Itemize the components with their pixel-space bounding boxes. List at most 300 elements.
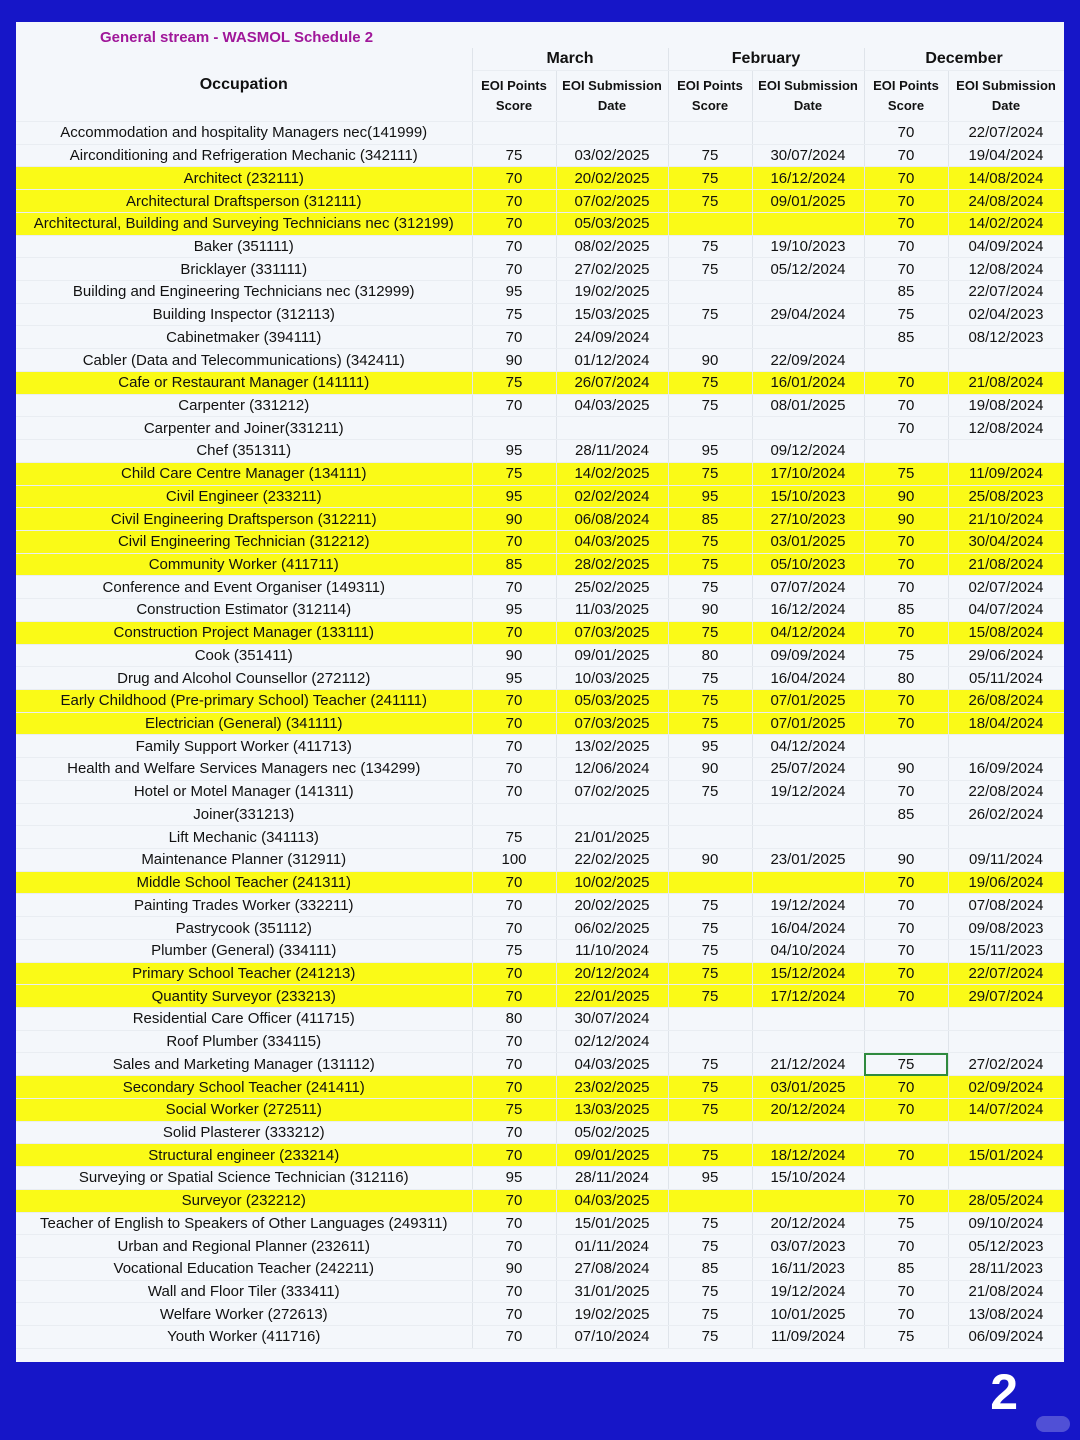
points-cell[interactable]: 70 <box>472 735 556 758</box>
points-cell[interactable]: 95 <box>472 1167 556 1190</box>
points-cell[interactable]: 90 <box>668 599 752 622</box>
points-cell[interactable]: 75 <box>668 190 752 213</box>
date-cell[interactable]: 06/08/2024 <box>556 508 668 531</box>
points-cell[interactable]: 70 <box>864 576 948 599</box>
date-cell[interactable]: 17/12/2024 <box>752 985 864 1008</box>
points-cell[interactable]: 70 <box>864 530 948 553</box>
points-cell[interactable]: 70 <box>472 1076 556 1099</box>
occupation-cell[interactable]: Residential Care Officer (411715) <box>16 1008 472 1031</box>
points-cell[interactable]: 70 <box>472 621 556 644</box>
date-cell[interactable] <box>752 281 864 304</box>
points-cell[interactable]: 70 <box>864 1098 948 1121</box>
points-cell[interactable]: 90 <box>472 644 556 667</box>
date-cell[interactable]: 25/07/2024 <box>752 758 864 781</box>
points-cell[interactable]: 70 <box>472 985 556 1008</box>
points-cell[interactable]: 85 <box>668 1257 752 1280</box>
date-cell[interactable]: 16/09/2024 <box>948 758 1064 781</box>
date-cell[interactable]: 13/08/2024 <box>948 1303 1064 1326</box>
date-cell[interactable] <box>752 826 864 849</box>
points-cell[interactable]: 70 <box>472 1303 556 1326</box>
date-cell[interactable]: 04/10/2024 <box>752 939 864 962</box>
date-cell[interactable]: 20/02/2025 <box>556 167 668 190</box>
date-cell[interactable]: 20/12/2024 <box>752 1212 864 1235</box>
date-cell[interactable]: 16/04/2024 <box>752 917 864 940</box>
date-cell[interactable] <box>948 349 1064 372</box>
date-cell[interactable]: 19/06/2024 <box>948 871 1064 894</box>
points-cell[interactable]: 70 <box>472 712 556 735</box>
points-cell[interactable]: 70 <box>864 962 948 985</box>
date-cell[interactable]: 19/08/2024 <box>948 394 1064 417</box>
date-cell[interactable]: 21/08/2024 <box>948 553 1064 576</box>
date-cell[interactable]: 29/07/2024 <box>948 985 1064 1008</box>
date-cell[interactable]: 08/12/2023 <box>948 326 1064 349</box>
points-cell[interactable]: 75 <box>864 462 948 485</box>
points-cell[interactable]: 75 <box>472 939 556 962</box>
date-cell[interactable]: 12/06/2024 <box>556 758 668 781</box>
points-cell[interactable] <box>668 1189 752 1212</box>
date-cell[interactable]: 07/10/2024 <box>556 1326 668 1349</box>
date-cell[interactable] <box>948 1008 1064 1031</box>
date-cell[interactable]: 18/04/2024 <box>948 712 1064 735</box>
date-cell[interactable]: 19/12/2024 <box>752 1280 864 1303</box>
occupation-cell[interactable]: Maintenance Planner (312911) <box>16 849 472 872</box>
occupation-cell[interactable]: Family Support Worker (411713) <box>16 735 472 758</box>
occupation-cell[interactable]: Middle School Teacher (241311) <box>16 871 472 894</box>
occupation-cell[interactable]: Community Worker (411711) <box>16 553 472 576</box>
occupation-cell[interactable]: Carpenter (331212) <box>16 394 472 417</box>
date-cell[interactable]: 07/02/2025 <box>556 190 668 213</box>
points-cell[interactable]: 75 <box>668 1326 752 1349</box>
date-cell[interactable]: 19/04/2024 <box>948 144 1064 167</box>
date-cell[interactable] <box>556 803 668 826</box>
points-cell[interactable]: 75 <box>472 303 556 326</box>
points-cell[interactable]: 70 <box>864 371 948 394</box>
occupation-cell[interactable]: Architect (232111) <box>16 167 472 190</box>
points-cell[interactable] <box>668 417 752 440</box>
date-cell[interactable] <box>948 1030 1064 1053</box>
points-cell[interactable]: 70 <box>864 689 948 712</box>
date-cell[interactable]: 05/12/2023 <box>948 1235 1064 1258</box>
points-cell[interactable]: 75 <box>668 258 752 281</box>
points-cell[interactable]: 100 <box>472 849 556 872</box>
occupation-cell[interactable]: Solid Plasterer (333212) <box>16 1121 472 1144</box>
date-cell[interactable]: 22/02/2025 <box>556 849 668 872</box>
date-cell[interactable]: 10/01/2025 <box>752 1303 864 1326</box>
points-cell[interactable]: 70 <box>472 212 556 235</box>
date-cell[interactable]: 03/01/2025 <box>752 1076 864 1099</box>
occupation-cell[interactable]: Civil Engineering Technician (312212) <box>16 530 472 553</box>
points-cell[interactable] <box>864 1008 948 1031</box>
points-cell[interactable]: 95 <box>668 1167 752 1190</box>
date-cell[interactable]: 28/02/2025 <box>556 553 668 576</box>
points-cell[interactable]: 70 <box>472 1030 556 1053</box>
date-cell[interactable]: 19/02/2025 <box>556 281 668 304</box>
points-cell[interactable] <box>668 326 752 349</box>
points-cell[interactable] <box>668 281 752 304</box>
occupation-cell[interactable]: Airconditioning and Refrigeration Mechanic (342111) <box>16 144 472 167</box>
points-cell[interactable]: 70 <box>864 394 948 417</box>
date-cell[interactable] <box>752 1008 864 1031</box>
date-cell[interactable]: 05/02/2025 <box>556 1121 668 1144</box>
points-cell[interactable] <box>864 826 948 849</box>
date-cell[interactable]: 20/02/2025 <box>556 894 668 917</box>
date-cell[interactable]: 07/01/2025 <box>752 689 864 712</box>
date-cell[interactable] <box>752 212 864 235</box>
occupation-cell[interactable]: Civil Engineering Draftsperson (312211) <box>16 508 472 531</box>
date-cell[interactable]: 10/03/2025 <box>556 667 668 690</box>
date-cell[interactable]: 04/03/2025 <box>556 1189 668 1212</box>
occupation-cell[interactable]: Welfare Worker (272613) <box>16 1303 472 1326</box>
date-cell[interactable]: 15/11/2023 <box>948 939 1064 962</box>
occupation-cell[interactable]: Architectural, Building and Surveying Technicians nec (312199) <box>16 212 472 235</box>
date-cell[interactable]: 29/04/2024 <box>752 303 864 326</box>
points-cell[interactable]: 70 <box>472 780 556 803</box>
date-cell[interactable]: 10/02/2025 <box>556 871 668 894</box>
date-cell[interactable]: 14/02/2024 <box>948 212 1064 235</box>
points-cell[interactable]: 70 <box>472 871 556 894</box>
points-cell[interactable]: 75 <box>668 235 752 258</box>
points-cell[interactable]: 75 <box>668 985 752 1008</box>
points-cell[interactable]: 70 <box>864 871 948 894</box>
date-cell[interactable]: 19/02/2025 <box>556 1303 668 1326</box>
points-cell[interactable]: 75 <box>668 1235 752 1258</box>
date-cell[interactable]: 23/02/2025 <box>556 1076 668 1099</box>
points-cell[interactable]: 70 <box>864 553 948 576</box>
points-cell[interactable]: 70 <box>864 780 948 803</box>
points-cell[interactable]: 90 <box>864 508 948 531</box>
date-cell[interactable]: 09/01/2025 <box>752 190 864 213</box>
occupation-cell[interactable]: Building and Engineering Technicians nec (312999) <box>16 281 472 304</box>
points-cell[interactable]: 70 <box>472 1280 556 1303</box>
points-cell[interactable]: 70 <box>864 122 948 145</box>
points-cell[interactable] <box>668 803 752 826</box>
date-cell[interactable]: 11/10/2024 <box>556 939 668 962</box>
occupation-cell[interactable]: Secondary School Teacher (241411) <box>16 1076 472 1099</box>
points-cell[interactable]: 75 <box>668 1280 752 1303</box>
date-cell[interactable]: 26/07/2024 <box>556 371 668 394</box>
points-cell[interactable]: 70 <box>472 917 556 940</box>
points-cell[interactable]: 95 <box>472 599 556 622</box>
date-cell[interactable]: 05/03/2025 <box>556 212 668 235</box>
date-cell[interactable]: 21/10/2024 <box>948 508 1064 531</box>
points-cell[interactable]: 90 <box>472 349 556 372</box>
occupation-cell[interactable]: Construction Project Manager (133111) <box>16 621 472 644</box>
date-cell[interactable]: 22/09/2024 <box>752 349 864 372</box>
occupation-cell[interactable]: Sales and Marketing Manager (131112) <box>16 1053 472 1076</box>
date-cell[interactable]: 05/03/2025 <box>556 689 668 712</box>
points-cell[interactable]: 75 <box>668 917 752 940</box>
points-cell[interactable]: 85 <box>864 1257 948 1280</box>
occupation-cell[interactable]: Lift Mechanic (341113) <box>16 826 472 849</box>
points-cell[interactable]: 70 <box>472 190 556 213</box>
date-cell[interactable]: 26/02/2024 <box>948 803 1064 826</box>
occupation-cell[interactable]: Structural engineer (233214) <box>16 1144 472 1167</box>
date-cell[interactable]: 04/12/2024 <box>752 621 864 644</box>
points-cell[interactable] <box>472 803 556 826</box>
points-cell[interactable]: 75 <box>668 303 752 326</box>
points-cell[interactable] <box>864 1030 948 1053</box>
date-cell[interactable] <box>948 735 1064 758</box>
occupation-cell[interactable]: Building Inspector (312113) <box>16 303 472 326</box>
points-cell[interactable]: 75 <box>668 144 752 167</box>
occupation-cell[interactable]: Chef (351311) <box>16 440 472 463</box>
points-cell[interactable] <box>864 1121 948 1144</box>
date-cell[interactable]: 27/08/2024 <box>556 1257 668 1280</box>
date-cell[interactable]: 24/08/2024 <box>948 190 1064 213</box>
date-cell[interactable]: 04/03/2025 <box>556 530 668 553</box>
points-cell[interactable]: 90 <box>864 485 948 508</box>
date-cell[interactable]: 09/08/2023 <box>948 917 1064 940</box>
points-cell[interactable]: 75 <box>668 1303 752 1326</box>
points-cell[interactable]: 70 <box>864 917 948 940</box>
points-cell[interactable]: 75 <box>864 1326 948 1349</box>
occupation-cell[interactable]: Cabler (Data and Telecommunications) (342411) <box>16 349 472 372</box>
points-cell[interactable]: 70 <box>472 1326 556 1349</box>
points-cell[interactable]: 95 <box>472 281 556 304</box>
occupation-cell[interactable]: Baker (351111) <box>16 235 472 258</box>
date-cell[interactable] <box>948 826 1064 849</box>
points-cell[interactable]: 90 <box>668 349 752 372</box>
points-cell[interactable]: 75 <box>472 462 556 485</box>
occupation-cell[interactable]: Bricklayer (331111) <box>16 258 472 281</box>
date-cell[interactable]: 07/07/2024 <box>752 576 864 599</box>
date-cell[interactable]: 25/08/2023 <box>948 485 1064 508</box>
points-cell[interactable]: 70 <box>864 1303 948 1326</box>
points-cell[interactable]: 75 <box>668 621 752 644</box>
date-cell[interactable]: 21/01/2025 <box>556 826 668 849</box>
date-cell[interactable]: 25/02/2025 <box>556 576 668 599</box>
occupation-cell[interactable]: Primary School Teacher (241213) <box>16 962 472 985</box>
points-cell[interactable]: 70 <box>864 1076 948 1099</box>
date-cell[interactable]: 21/08/2024 <box>948 371 1064 394</box>
date-cell[interactable]: 13/03/2025 <box>556 1098 668 1121</box>
points-cell[interactable]: 75 <box>668 167 752 190</box>
points-cell[interactable] <box>864 349 948 372</box>
points-cell[interactable]: 70 <box>472 962 556 985</box>
points-cell[interactable] <box>668 1008 752 1031</box>
date-cell[interactable]: 22/07/2024 <box>948 962 1064 985</box>
points-cell[interactable]: 95 <box>472 485 556 508</box>
date-cell[interactable]: 21/12/2024 <box>752 1053 864 1076</box>
date-cell[interactable] <box>752 417 864 440</box>
date-cell[interactable]: 22/08/2024 <box>948 780 1064 803</box>
points-cell[interactable]: 75 <box>668 712 752 735</box>
date-cell[interactable]: 09/12/2024 <box>752 440 864 463</box>
occupation-cell[interactable]: Cabinetmaker (394111) <box>16 326 472 349</box>
date-cell[interactable]: 16/12/2024 <box>752 599 864 622</box>
points-cell[interactable]: 70 <box>864 417 948 440</box>
points-cell[interactable]: 75 <box>668 530 752 553</box>
date-cell[interactable] <box>556 122 668 145</box>
date-cell[interactable]: 03/01/2025 <box>752 530 864 553</box>
date-cell[interactable]: 04/12/2024 <box>752 735 864 758</box>
points-cell[interactable]: 70 <box>472 235 556 258</box>
points-cell[interactable]: 75 <box>864 1212 948 1235</box>
points-cell[interactable]: 85 <box>668 508 752 531</box>
points-cell[interactable]: 90 <box>472 1257 556 1280</box>
date-cell[interactable]: 05/11/2024 <box>948 667 1064 690</box>
date-cell[interactable]: 16/04/2024 <box>752 667 864 690</box>
points-cell[interactable]: 75 <box>668 939 752 962</box>
occupation-cell[interactable]: Cafe or Restaurant Manager (141111) <box>16 371 472 394</box>
date-cell[interactable]: 01/12/2024 <box>556 349 668 372</box>
points-cell[interactable]: 75 <box>668 576 752 599</box>
points-cell[interactable] <box>668 212 752 235</box>
date-cell[interactable]: 02/09/2024 <box>948 1076 1064 1099</box>
date-cell[interactable] <box>752 1030 864 1053</box>
date-cell[interactable]: 31/01/2025 <box>556 1280 668 1303</box>
date-cell[interactable]: 08/01/2025 <box>752 394 864 417</box>
date-cell[interactable]: 24/09/2024 <box>556 326 668 349</box>
date-cell[interactable]: 22/07/2024 <box>948 122 1064 145</box>
date-cell[interactable]: 13/02/2025 <box>556 735 668 758</box>
points-cell[interactable]: 75 <box>864 644 948 667</box>
points-cell[interactable]: 95 <box>668 485 752 508</box>
points-cell[interactable]: 95 <box>668 735 752 758</box>
date-cell[interactable] <box>752 803 864 826</box>
occupation-cell[interactable]: Civil Engineer (233211) <box>16 485 472 508</box>
date-cell[interactable]: 14/02/2025 <box>556 462 668 485</box>
points-cell[interactable]: 85 <box>864 281 948 304</box>
occupation-cell[interactable]: Architectural Draftsperson (312111) <box>16 190 472 213</box>
points-cell[interactable]: 70 <box>472 1121 556 1144</box>
date-cell[interactable]: 28/11/2024 <box>556 440 668 463</box>
date-cell[interactable]: 27/02/2024 <box>948 1053 1064 1076</box>
date-cell[interactable]: 11/09/2024 <box>752 1326 864 1349</box>
date-cell[interactable]: 30/04/2024 <box>948 530 1064 553</box>
date-cell[interactable]: 04/03/2025 <box>556 394 668 417</box>
date-cell[interactable]: 02/12/2024 <box>556 1030 668 1053</box>
occupation-cell[interactable]: Vocational Education Teacher (242211) <box>16 1257 472 1280</box>
points-cell[interactable]: 85 <box>864 326 948 349</box>
occupation-cell[interactable]: Quantity Surveyor (233213) <box>16 985 472 1008</box>
date-cell[interactable]: 09/11/2024 <box>948 849 1064 872</box>
points-cell[interactable]: 70 <box>472 1212 556 1235</box>
date-cell[interactable]: 02/02/2024 <box>556 485 668 508</box>
points-cell[interactable]: 70 <box>472 894 556 917</box>
date-cell[interactable] <box>752 1189 864 1212</box>
points-cell[interactable]: 75 <box>668 394 752 417</box>
points-cell[interactable]: 75 <box>668 1144 752 1167</box>
points-cell[interactable]: 75 <box>668 667 752 690</box>
date-cell[interactable]: 30/07/2024 <box>752 144 864 167</box>
date-cell[interactable]: 14/08/2024 <box>948 167 1064 190</box>
occupation-cell[interactable]: Electrician (General) (341111) <box>16 712 472 735</box>
date-cell[interactable]: 12/08/2024 <box>948 258 1064 281</box>
points-cell[interactable]: 70 <box>864 1235 948 1258</box>
points-cell[interactable] <box>864 440 948 463</box>
points-cell[interactable]: 90 <box>668 849 752 872</box>
points-cell[interactable]: 75 <box>668 1212 752 1235</box>
date-cell[interactable]: 20/12/2024 <box>752 1098 864 1121</box>
date-cell[interactable]: 09/10/2024 <box>948 1212 1064 1235</box>
date-cell[interactable]: 15/03/2025 <box>556 303 668 326</box>
date-cell[interactable]: 11/09/2024 <box>948 462 1064 485</box>
occupation-cell[interactable]: Health and Welfare Services Managers nec (134299) <box>16 758 472 781</box>
points-cell[interactable]: 70 <box>864 144 948 167</box>
date-cell[interactable] <box>948 440 1064 463</box>
points-cell[interactable]: 70 <box>864 1189 948 1212</box>
points-cell[interactable]: 70 <box>864 1280 948 1303</box>
points-cell[interactable]: 70 <box>864 1144 948 1167</box>
points-cell[interactable]: 70 <box>864 190 948 213</box>
points-cell[interactable] <box>668 826 752 849</box>
points-cell[interactable]: 85 <box>864 803 948 826</box>
points-cell[interactable]: 75 <box>668 462 752 485</box>
points-cell[interactable]: 75 <box>864 303 948 326</box>
date-cell[interactable]: 29/06/2024 <box>948 644 1064 667</box>
points-cell[interactable] <box>472 122 556 145</box>
date-cell[interactable]: 14/07/2024 <box>948 1098 1064 1121</box>
points-cell[interactable]: 70 <box>864 235 948 258</box>
date-cell[interactable]: 12/08/2024 <box>948 417 1064 440</box>
points-cell[interactable]: 70 <box>864 212 948 235</box>
date-cell[interactable]: 18/12/2024 <box>752 1144 864 1167</box>
points-cell[interactable]: 70 <box>472 167 556 190</box>
points-cell[interactable]: 70 <box>472 1053 556 1076</box>
points-cell[interactable] <box>864 1167 948 1190</box>
occupation-cell[interactable]: Pastrycook (351112) <box>16 917 472 940</box>
date-cell[interactable] <box>752 871 864 894</box>
occupation-cell[interactable]: Urban and Regional Planner (232611) <box>16 1235 472 1258</box>
points-cell[interactable]: 70 <box>472 1189 556 1212</box>
date-cell[interactable]: 03/02/2025 <box>556 144 668 167</box>
points-cell[interactable]: 70 <box>864 939 948 962</box>
date-cell[interactable]: 02/04/2023 <box>948 303 1064 326</box>
date-cell[interactable]: 11/03/2025 <box>556 599 668 622</box>
date-cell[interactable] <box>556 417 668 440</box>
points-cell[interactable]: 95 <box>472 440 556 463</box>
date-cell[interactable]: 03/07/2023 <box>752 1235 864 1258</box>
points-cell[interactable]: 70 <box>472 530 556 553</box>
date-cell[interactable]: 08/02/2025 <box>556 235 668 258</box>
occupation-cell[interactable]: Wall and Floor Tiler (333411) <box>16 1280 472 1303</box>
date-cell[interactable]: 07/08/2024 <box>948 894 1064 917</box>
occupation-cell[interactable]: Social Worker (272511) <box>16 1098 472 1121</box>
occupation-cell[interactable]: Conference and Event Organiser (149311) <box>16 576 472 599</box>
occupation-cell[interactable]: Child Care Centre Manager (134111) <box>16 462 472 485</box>
date-cell[interactable]: 15/01/2025 <box>556 1212 668 1235</box>
points-cell[interactable]: 95 <box>668 440 752 463</box>
points-cell[interactable]: 90 <box>668 758 752 781</box>
occupation-cell[interactable]: Early Childhood (Pre-primary School) Teacher (241111) <box>16 689 472 712</box>
date-cell[interactable]: 05/10/2023 <box>752 553 864 576</box>
date-cell[interactable]: 16/12/2024 <box>752 167 864 190</box>
points-cell[interactable]: 70 <box>472 1235 556 1258</box>
points-cell[interactable] <box>668 1121 752 1144</box>
date-cell[interactable]: 22/01/2025 <box>556 985 668 1008</box>
date-cell[interactable]: 04/07/2024 <box>948 599 1064 622</box>
points-cell[interactable]: 70 <box>472 576 556 599</box>
date-cell[interactable]: 19/12/2024 <box>752 894 864 917</box>
date-cell[interactable]: 15/08/2024 <box>948 621 1064 644</box>
occupation-cell[interactable]: Accommodation and hospitality Managers nec(141999) <box>16 122 472 145</box>
date-cell[interactable]: 09/09/2024 <box>752 644 864 667</box>
points-cell[interactable]: 75 <box>472 1098 556 1121</box>
occupation-cell[interactable]: Carpenter and Joiner(331211) <box>16 417 472 440</box>
date-cell[interactable]: 09/01/2025 <box>556 1144 668 1167</box>
points-cell[interactable]: 75 <box>668 780 752 803</box>
date-cell[interactable]: 28/05/2024 <box>948 1189 1064 1212</box>
date-cell[interactable]: 06/09/2024 <box>948 1326 1064 1349</box>
date-cell[interactable]: 19/10/2023 <box>752 235 864 258</box>
points-cell[interactable]: 70 <box>472 258 556 281</box>
date-cell[interactable]: 27/02/2025 <box>556 258 668 281</box>
points-cell[interactable] <box>668 1030 752 1053</box>
date-cell[interactable]: 28/11/2023 <box>948 1257 1064 1280</box>
points-cell[interactable]: 80 <box>864 667 948 690</box>
date-cell[interactable]: 04/09/2024 <box>948 235 1064 258</box>
